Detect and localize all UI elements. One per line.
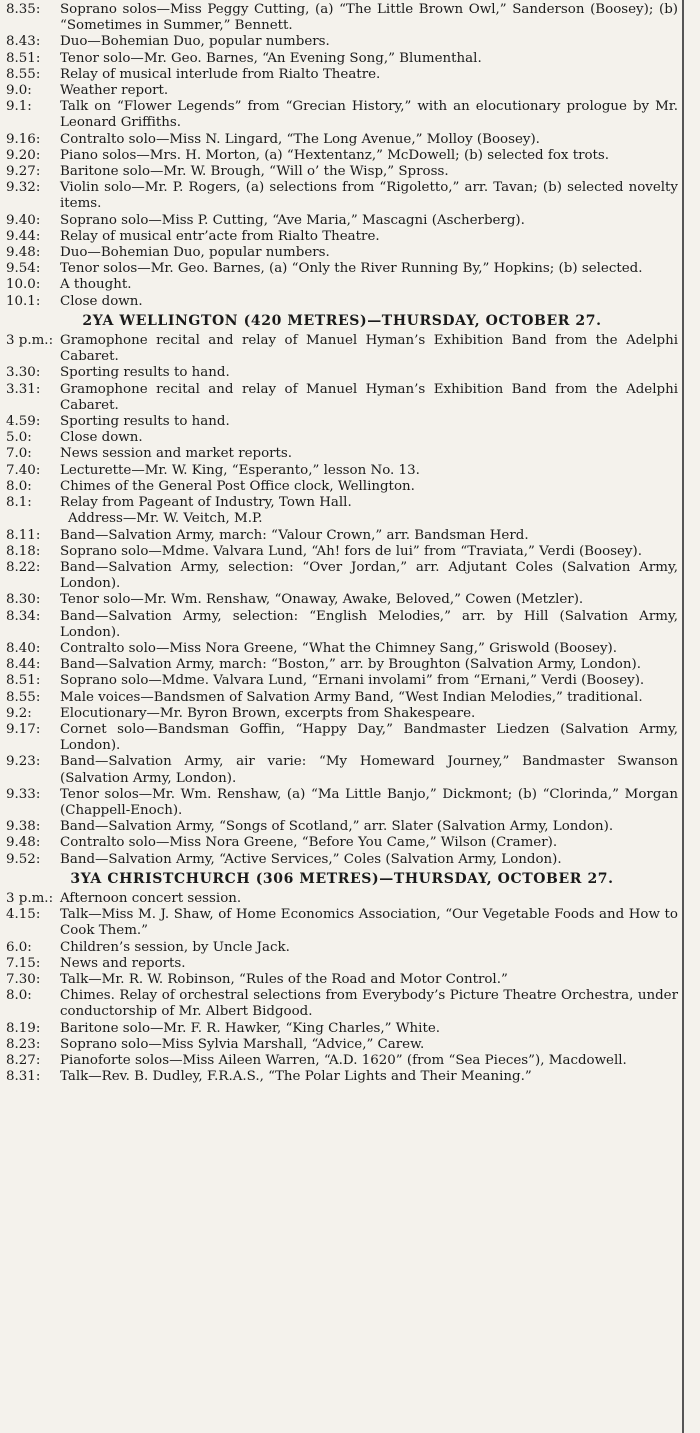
entry-time: 9.32 : bbox=[6, 180, 58, 196]
programme-entry bbox=[6, 722, 678, 754]
entry-description: Chimes of the General Post Office clock, Wellington. bbox=[60, 478, 415, 494]
entry-description: Relay of musical entr’acte from Rialto Theatre. bbox=[60, 228, 380, 244]
entry-description: Soprano solo—Miss Sylvia Marshall, “Advice,” Carew. bbox=[60, 1036, 425, 1052]
entry-time: 9.52 : bbox=[6, 852, 58, 868]
entry-time: 8.27 : bbox=[6, 1053, 58, 1069]
programme-entry bbox=[6, 67, 678, 83]
programme-entry bbox=[6, 592, 678, 608]
programme-entry bbox=[6, 479, 678, 495]
entry-time: 7.30 : bbox=[6, 972, 58, 988]
programme-section bbox=[6, 2, 678, 310]
entry-time: 3.31 : bbox=[6, 382, 58, 398]
entry-time: 8.30 : bbox=[6, 592, 58, 608]
entry-description: Talk—Rev. B. Dudley, F.R.A.S., “The Polar Lights and Their Meaning.” bbox=[60, 1069, 532, 1085]
entry-time: 9.38 : bbox=[6, 819, 58, 835]
entry-time: 9.20 : bbox=[6, 148, 58, 164]
programme-entry bbox=[6, 99, 678, 131]
entry-time: 8.19 : bbox=[6, 1021, 58, 1037]
entry-description: Soprano solo—Mdme. Valvara Lund, “Ernani involami” from “Ernani,” Verdi (Boosey). bbox=[60, 673, 645, 689]
entry-description: Contralto solo—Miss Nora Greene, “Before You Came,” Wilson (Cramer). bbox=[60, 835, 558, 851]
programme-entry bbox=[6, 988, 678, 1020]
programme-entry bbox=[6, 245, 678, 261]
entry-description: Piano solos—Mrs. H. Morton, (a) “Hextentanz,” McDowell; (b) selected fox trots. bbox=[60, 147, 610, 163]
entry-description: Soprano solo—Miss P. Cutting, “Ave Maria,” Mascagni (Ascherberg). bbox=[60, 212, 525, 228]
entry-time: 8.43 : bbox=[6, 34, 58, 50]
entry-description: Tenor solos—Mr. Wm. Renshaw, (a) “Ma Little Banjo,” Dickmont; (b) “Clorinda,” Morgan (Chappell-Enoch). bbox=[60, 786, 678, 818]
programme-entry bbox=[6, 261, 678, 277]
column-rule bbox=[682, 0, 684, 1433]
programme-entry bbox=[6, 446, 678, 462]
programme-entry bbox=[6, 891, 678, 907]
entry-description: Gramophone recital and relay of Manuel Hyman’s Exhibition Band from the Adelphi Cabaret. bbox=[60, 381, 678, 413]
entry-description: Soprano solos—Miss Peggy Cutting, (a) “The Little Brown Owl,” Sanderson (Boosey); (b) “Sometimes in Summer,” Bennett. bbox=[60, 2, 678, 34]
programme-entry bbox=[6, 1053, 678, 1069]
entry-description: Duo—Bohemian Duo, popular numbers. bbox=[60, 245, 330, 261]
programme-entry bbox=[6, 560, 678, 592]
entry-time: 4.59 : bbox=[6, 414, 58, 430]
radio-programme-column bbox=[6, 2, 678, 1085]
entry-time: 7.40 : bbox=[6, 463, 58, 479]
entry-description: Sporting results to hand. bbox=[60, 365, 230, 381]
entry-time: 7.0 : bbox=[6, 446, 58, 462]
programme-entry bbox=[6, 333, 678, 365]
entry-description: Duo—Bohemian Duo, popular numbers. bbox=[60, 34, 330, 50]
entry-description: Contralto solo—Miss N. Lingard, “The Long Avenue,” Molloy (Boosey). bbox=[60, 131, 540, 147]
entry-time: 3.30 : bbox=[6, 365, 58, 381]
programme-entry bbox=[6, 690, 678, 706]
entry-time: 9.54 : bbox=[6, 261, 58, 277]
programme-entry bbox=[6, 414, 678, 430]
entry-description: Soprano solo—Mdme. Valvara Lund, “Ah! fors de lui” from “Traviata,” Verdi (Boosey). bbox=[60, 543, 642, 559]
entry-time: 3 p.m. : bbox=[6, 891, 58, 907]
station-heading: 2YA WELLINGTON (420 METRES)—THURSDAY, OCTOBER 27. bbox=[82, 312, 602, 329]
programme-entry bbox=[6, 1069, 678, 1085]
entry-description: Tenor solos—Mr. Geo. Barnes, (a) “Only the River Running By,” Hopkins; (b) selected. bbox=[60, 261, 643, 277]
entry-description: Band—Salvation Army, march: “Valour Crown,” arr. Bandsman Herd. bbox=[60, 527, 529, 543]
entry-time: 9.23 : bbox=[6, 754, 58, 770]
entry-time: 4.15 : bbox=[6, 907, 58, 923]
entry-description: Afternoon concert session. bbox=[60, 890, 242, 906]
entry-time: 8.11 : bbox=[6, 528, 58, 544]
entry-time: 9.27 : bbox=[6, 164, 58, 180]
entry-time: 8.23 : bbox=[6, 1037, 58, 1053]
entry-description: Children’s session, by Uncle Jack. bbox=[60, 939, 290, 955]
programme-entry bbox=[6, 706, 678, 722]
programme-section bbox=[6, 313, 678, 868]
entry-description: Cornet solo—Bandsman Goffin, “Happy Day,” Bandmaster Liedzen (Salvation Army, London). bbox=[60, 721, 678, 754]
programme-entry bbox=[6, 673, 678, 689]
entry-description: Relay from Pageant of Industry, Town Hall. bbox=[60, 495, 352, 511]
entry-time: 7.15 : bbox=[6, 956, 58, 972]
entry-time: 9.0 : bbox=[6, 83, 58, 99]
programme-entry bbox=[6, 754, 678, 786]
entry-time: 9.16 : bbox=[6, 132, 58, 148]
programme-entry bbox=[6, 956, 678, 972]
programme-entry bbox=[6, 180, 678, 212]
entry-description: Tenor solo—Mr. Geo. Barnes, “An Evening Song,” Blumenthal. bbox=[60, 50, 482, 66]
programme-entry bbox=[6, 1037, 678, 1053]
programme-entry bbox=[6, 940, 678, 956]
programme-entry bbox=[6, 164, 678, 180]
programme-entry bbox=[6, 544, 678, 560]
entry-description: News and reports. bbox=[60, 955, 186, 971]
entry-time: 8.18 : bbox=[6, 544, 58, 560]
entry-description: Contralto solo—Miss Nora Greene, “What the Chimney Sang,” Griswold (Boosey). bbox=[60, 640, 618, 656]
entry-description: Elocutionary—Mr. Byron Brown, excerpts from Shakespeare. bbox=[60, 705, 476, 721]
entry-description: Band—Salvation Army, march: “Boston,” arr. by Broughton (Salvation Army, London). bbox=[60, 657, 641, 673]
entry-description: Talk on “Flower Legends” from “Grecian History,” with an elocutionary prologue by Mr. Leonard Griffiths. bbox=[60, 99, 678, 131]
entry-time: 8.34 : bbox=[6, 609, 58, 625]
entry-time: 8.40 : bbox=[6, 641, 58, 657]
entry-time: 9.2 : bbox=[6, 706, 58, 722]
entry-time: 8.44 : bbox=[6, 657, 58, 673]
entry-description: Band—Salvation Army, air varie: “My Homeward Journey,” Bandmaster Swanson (Salvation Army, London). bbox=[60, 754, 678, 786]
programme-entry bbox=[6, 787, 678, 819]
programme-entry bbox=[6, 382, 678, 414]
entry-time: 8.0 : bbox=[6, 479, 58, 495]
entry-description: Talk—Mr. R. W. Robinson, “Rules of the Road and Motor Control.” bbox=[60, 971, 508, 987]
entry-description: Lecturette—Mr. W. King, “Esperanto,” lesson No. 13. bbox=[60, 462, 420, 478]
entry-description: Band—Salvation Army, “Active Services,” Coles (Salvation Army, London). bbox=[60, 851, 562, 867]
entry-description: Band—Salvation Army, selection: “Over Jordan,” arr. Adjutant Coles (Salvation Army, London). bbox=[60, 559, 678, 592]
programme-subentry bbox=[6, 511, 678, 527]
programme-entry bbox=[6, 852, 678, 868]
entry-time: 10.0 : bbox=[6, 277, 58, 293]
programme-entry bbox=[6, 51, 678, 67]
entry-time: 8.55 : bbox=[6, 690, 58, 706]
entry-time: 8.51 : bbox=[6, 51, 58, 67]
entry-time: 8.35 : bbox=[6, 2, 58, 18]
programme-entry bbox=[6, 657, 678, 673]
entry-description: A thought. bbox=[60, 277, 132, 293]
entry-time: 8.0 : bbox=[6, 988, 58, 1004]
entry-description: News session and market reports. bbox=[60, 446, 293, 462]
entry-description: Male voices—Bandsmen of Salvation Army Band, “West Indian Melodies,” traditional. bbox=[60, 689, 643, 705]
entry-time: 9.40 : bbox=[6, 213, 58, 229]
entry-description: Band—Salvation Army, “Songs of Scotland,” arr. Slater (Salvation Army, London). bbox=[60, 819, 614, 835]
entry-description: Close down. bbox=[60, 293, 143, 309]
entry-description: Chimes. Relay of orchestral selections from Everybody’s Picture Theatre Orchestra, under conductorship of Mr. Albert Bidgood. bbox=[60, 988, 678, 1020]
entry-description: Gramophone recital and relay of Manuel Hyman’s Exhibition Band from the Adelphi Cabaret. bbox=[60, 333, 678, 365]
programme-entry bbox=[6, 463, 678, 479]
entry-description: Talk—Miss M. J. Shaw, of Home Economics Association, “Our Vegetable Foods and How to Cook Them.” bbox=[60, 907, 678, 939]
entry-time: 8.55 : bbox=[6, 67, 58, 83]
entry-time: 8.22 : bbox=[6, 560, 58, 576]
entry-time: 8.31 : bbox=[6, 1069, 58, 1085]
entry-time: 9.17 : bbox=[6, 722, 58, 738]
entry-time: 9.44 : bbox=[6, 229, 58, 245]
entry-time: 6.0 : bbox=[6, 940, 58, 956]
programme-entry bbox=[6, 132, 678, 148]
programme-entry bbox=[6, 495, 678, 511]
programme-entry bbox=[6, 365, 678, 381]
entry-time: 9.48 : bbox=[6, 835, 58, 851]
programme-entry bbox=[6, 1021, 678, 1037]
entry-time: 9.33 : bbox=[6, 787, 58, 803]
programme-entry bbox=[6, 148, 678, 164]
entry-time: 5.0 : bbox=[6, 430, 58, 446]
programme-entry bbox=[6, 34, 678, 50]
entry-description: Address—Mr. W. Veitch, M.P. bbox=[68, 511, 263, 527]
programme-entry bbox=[6, 213, 678, 229]
programme-entry bbox=[6, 972, 678, 988]
programme-entry bbox=[6, 430, 678, 446]
entry-description: Baritone solo—Mr. W. Brough, “Will o’ the Wisp,” Spross. bbox=[60, 164, 449, 180]
programme-entry bbox=[6, 277, 678, 293]
entry-time: 9.48 : bbox=[6, 245, 58, 261]
station-heading: 3YA CHRISTCHURCH (306 METRES)—THURSDAY, OCTOBER 27. bbox=[70, 870, 614, 887]
entry-time: 10.1 : bbox=[6, 294, 58, 310]
entry-description: Pianoforte solos—Miss Aileen Warren, “A.D. 1620” (from “Sea Pieces”), Macdowell. bbox=[60, 1053, 627, 1068]
programme-entry bbox=[6, 819, 678, 835]
programme-entry bbox=[6, 641, 678, 657]
programme-entry bbox=[6, 294, 678, 310]
entry-description: Sporting results to hand. bbox=[60, 414, 230, 430]
entry-time: 9.1 : bbox=[6, 99, 58, 115]
entry-description: Relay of musical interlude from Rialto Theatre. bbox=[60, 66, 381, 82]
programme-entry bbox=[6, 83, 678, 99]
programme-entry bbox=[6, 528, 678, 544]
programme-entry bbox=[6, 835, 678, 851]
entry-description: Violin solo—Mr. P. Rogers, (a) selections from “Rigoletto,” arr. Tavan; (b) selected novelty items. bbox=[60, 180, 678, 212]
programme-section bbox=[6, 871, 678, 1086]
programme-entry bbox=[6, 907, 678, 939]
entry-time: 8.51 : bbox=[6, 673, 58, 689]
entry-description: Weather report. bbox=[60, 83, 169, 99]
entry-description: Tenor solo—Mr. Wm. Renshaw, “Onaway, Awake, Beloved,” Cowen (Metzler). bbox=[60, 592, 584, 608]
programme-entry bbox=[6, 2, 678, 34]
programme-entry bbox=[6, 609, 678, 641]
entry-description: Close down. bbox=[60, 430, 143, 446]
entry-time: 8.1 : bbox=[6, 495, 58, 511]
entry-time: 3 p.m. : bbox=[6, 333, 58, 349]
entry-description: Baritone solo—Mr. F. R. Hawker, “King Charles,” White. bbox=[60, 1020, 441, 1036]
entry-description: Band—Salvation Army, selection: “English Melodies,” arr. by Hill (Salvation Army, London). bbox=[60, 608, 678, 640]
programme-entry bbox=[6, 229, 678, 245]
